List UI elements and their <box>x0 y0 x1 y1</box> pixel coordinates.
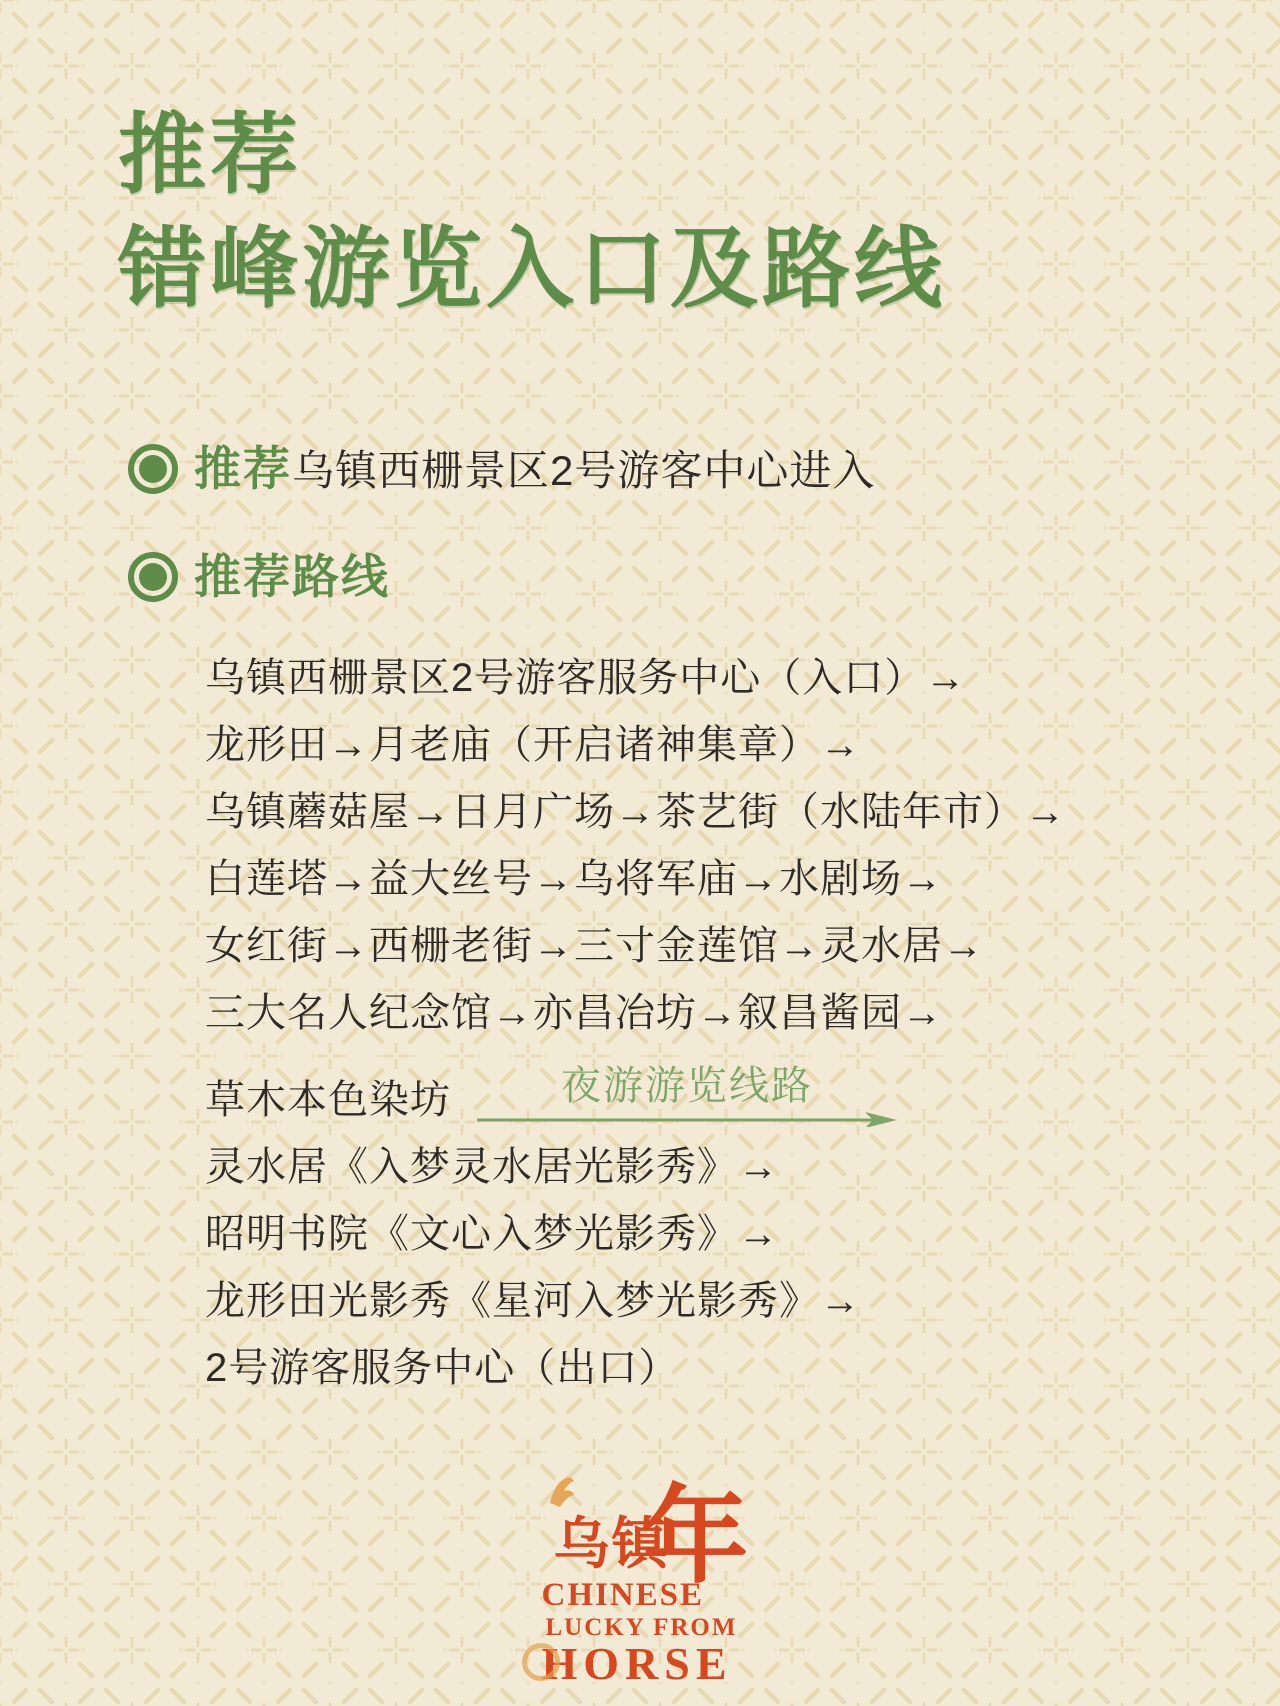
night-tour-label: 夜游游览线路 <box>561 1063 813 1108</box>
recommendation-section <box>128 441 1280 605</box>
route-line: 乌镇蘑菇屋→日月广场→茶艺街（水陆年市）→ <box>205 789 1066 834</box>
route-line: 白莲塔→益大丝号→乌将军庙→水剧场→ <box>205 856 943 901</box>
page-title-line2: 错峰游览入口及路线 <box>118 222 947 320</box>
route-line: 灵水居《入梦灵水居光影秀》→ <box>205 1144 779 1189</box>
logo-year-character: 年 <box>642 1478 749 1596</box>
route-line: 昭明书院《文心入梦光影秀》→ <box>205 1211 779 1256</box>
logo-english-line2: LUCKY FROM <box>545 1613 738 1641</box>
route-heading-label: 推荐路线 <box>194 549 390 603</box>
route-line: 三大名人纪念馆→亦昌冶坊→叙昌酱园→ <box>205 990 943 1035</box>
page-title-line1: 推荐 <box>118 108 303 205</box>
route-line: 乌镇西栅景区2号游客服务中心（入口）→ <box>205 655 967 700</box>
page-title <box>118 100 1280 329</box>
target-bullet-icon <box>128 552 178 602</box>
route-line: 2号游客服务中心（出口） <box>205 1345 680 1390</box>
recommended-route-heading <box>194 550 390 604</box>
logo-english-line3: HORSE <box>541 1637 733 1689</box>
route-list <box>205 657 1280 1389</box>
route-line: 草木本色染坊 <box>205 1077 451 1122</box>
coin-ring-icon <box>522 1643 560 1681</box>
entrance-text: 乌镇西栅景区2号游客中心进入 <box>292 446 876 494</box>
bullet-dot <box>139 455 167 483</box>
recommended-route-row <box>128 549 1280 605</box>
wuzhen-brand-logo <box>538 1478 749 1689</box>
recommended-entrance-row <box>128 441 1280 497</box>
route-line: 女红街→西栅老街→三寸金莲馆→灵水居→ <box>205 923 984 968</box>
night-route-arrow-icon <box>477 1109 897 1127</box>
route-line: 龙形田→月老庙（开启诸神集章）→ <box>205 722 861 767</box>
recommended-entrance-text <box>194 442 875 496</box>
logo-wuzhen-text: 乌镇 <box>553 1513 670 1576</box>
bullet-dot <box>139 563 167 591</box>
route-line: 龙形田光影秀《星河入梦光影秀》→ <box>205 1278 861 1323</box>
route-line-with-night-divider <box>205 1059 1280 1121</box>
target-bullet-icon <box>128 444 178 494</box>
logo-english-line1: CHINESE <box>541 1576 705 1613</box>
night-tour-divider <box>477 1065 897 1127</box>
recommend-label: 推荐 <box>194 441 292 495</box>
poster-content <box>0 100 1280 1687</box>
